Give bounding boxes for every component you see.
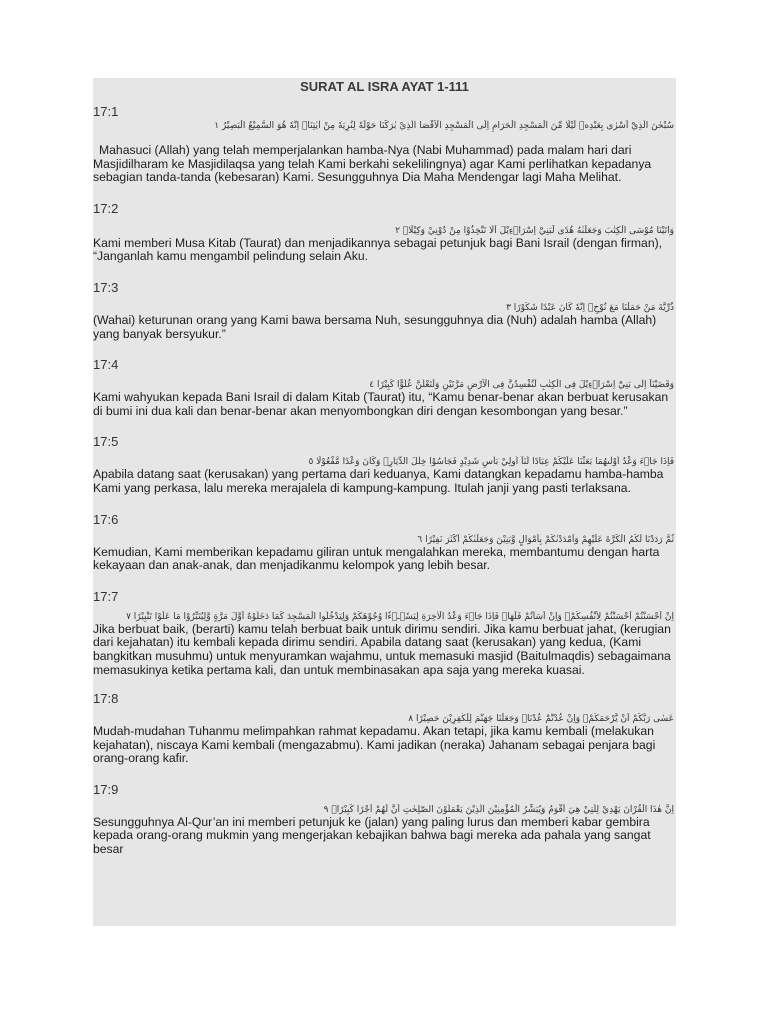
verse-translation: Sesungguhnya Al-Qur’an ini memberi petunjuk ke (jalan) yang paling lurus dan memberi kabar gembira kepada orang-orang mukmin yang mengerjakan kebajikan bahwa bagi mereka ada pahala yang sangat besar bbox=[93, 814, 651, 857]
verse-ref: 17:5 bbox=[93, 434, 119, 450]
verse-arabic: اِنْ اَحْسَنْتُمْ اَحْسَنْتُمْ لِاَنْفُسِكُمْۗ وَاِنْ اَسَأْتُمْ فَلَهَاۗ فَاِذَا جَاۤءَ وَعْدُ الْاٰخِرَةِ لِيَسٗۤـࣖءٗا وُجُوْهَكُمْ وَلِيَدْخُلُوا الْمَسْجِدَ كَمَا دَخَلُوْهُ اَوَّلَ مَرَّةٍ وَّلِيُتَبِّرُوْا مَا عَلَوْا تَتْبِيْرًا ٧ bbox=[126, 611, 674, 622]
verse-translation: Mudah-mudahan Tuhanmu melimpahkan rahmat kepadamu. Akan tetapi, jika kamu kembali (melakukan kejahatan), niscaya Kami kembali (mengazabmu). Kami jadikan (neraka) Jahanam sebagai penjara bagi orang-orang kafir. bbox=[93, 724, 656, 766]
verse-arabic: ثُمَّ رَدَدْنَا لَكُمُ الْكَرَّةَ عَلَيْهِمْ وَاَمْدَدْنٰكُمْ بِاَمْوَالٍ وَّبَنِيْنَ وَجَعَلْنٰكُمْ اَكْثَرَ نَفِيْرًا ٦ bbox=[417, 534, 674, 545]
verse-arabic: وَقَضَيْنَآ اِلٰى بَنِيْٓ اِسْرَاۤءِيْلَ فِى الْكِتٰبِ لَتُفْسِدُنَّ فِى الْاَرْضِ مَرَّتَيْنِ وَلَتَعْلُنَّ عُلُوًّا كَبِيْرًا ٤ bbox=[369, 380, 674, 391]
verse-17-7 bbox=[93, 589, 676, 677]
verse-translation: Kami memberi Musa Kitab (Taurat) dan menjadikannya sebagai petunjuk bagi Bani Israil (dengan firman), “Janganlah kamu mengambil pelindung selain Aku. bbox=[93, 235, 663, 264]
verse-translation: Jika berbuat baik, (berarti) kamu telah berbuat baik untuk dirimu sendiri. Jika kamu berbuat jahat, (kerugian dari kejahatan) itu kembali kepada dirimu sendiri. Apabila datang saat (kerusakan) yang kedua, (Kami bangkitkan musuhmu) untuk menyuramkan wajahmu, untuk memasuki masjid (Baitulmaqdis) sebagaimana memasukinya ketika pertama kali, dan untuk membinasakan apa saja yang mereka kuasai. bbox=[93, 621, 671, 677]
verse-ref: 17:6 bbox=[93, 511, 119, 527]
verse-translation: Kami wahyukan kepada Bani Israil di dalam Kitab (Taurat) itu, “Kamu benar-benar akan berbuat kerusakan di bumi ini dua kali dan benar-benar akan menyombongkan diri dengan kesombongan yang besar.” bbox=[93, 390, 669, 418]
verse-translation: Mahasuci (Allah) yang telah memperjalankan hamba-Nya (Nabi Muhammad) pada malam hari dari Masjidilharam ke Masjidilaqsa yang telah Kami berkahi sekelilingnya) agar Kami perlihatkan kepadanya sebagian tanda-tanda (kebesaran) Kami. Sesungguhnya Dia Maha Mendengar lagi Maha Melihat. bbox=[93, 143, 652, 185]
verse-arabic: وَاٰتَيْنَا مُوْسَى الْكِتٰبَ وَجَعَلْنٰهُ هُدًى لِّبَنِيْٓ اِسْرَاۤءِيْلَ اَلَّا تَتَّخِذُوْا مِنْ دُوْنِيْ وَكِيْلًاۗ ٢ bbox=[395, 225, 674, 236]
verse-ref: 17:4 bbox=[93, 357, 119, 373]
verse-arabic: اِنَّ هٰذَا الْقُرْاٰنَ يَهْدِيْ لِلَّتِيْ هِيَ اَقْوَمُ وَيُبَشِّرُ الْمُؤْمِنِيْنَ الَّذِيْنَ يَعْمَلُوْنَ الصّٰلِحٰتِ اَنَّ لَهُمْ اَجْرًا كَبِيْرًاۙ ٩ bbox=[323, 804, 674, 815]
verse-ref: 17:3 bbox=[93, 279, 119, 295]
verse-ref: 17:7 bbox=[93, 588, 119, 604]
verse-arabic: فَاِذَا جَاۤءَ وَعْدُ اُوْلٰىهُمَا بَعَثْنَا عَلَيْكُمْ عِبَادًا لَّنَآ اُولِيْ بَأْسٍ شَدِيْدٍ فَجَاسُوْا خِلٰلَ الدِّيَارِۗ وَكَانَ وَعْدًا مَّفْعُوْلًا ٥ bbox=[308, 457, 674, 468]
verse-17-5 bbox=[93, 434, 676, 495]
verse-17-6 bbox=[93, 512, 676, 573]
verse-17-2 bbox=[93, 201, 676, 264]
document-page bbox=[93, 78, 676, 926]
verse-arabic: سُبْحٰنَ الَّذِيْٓ اَسْرٰى بِعَبْدِهٖ لَيْلًا مِّنَ الْمَسْجِدِ الْحَرَامِ اِلَى الْمَسْجِدِ الْاَقْصَا الَّذِيْ بٰرَكْنَا حَوْلَهٗ لِنُرِيَهٗ مِنْ اٰيٰتِنَاۗ اِنَّهٗ هُوَ السَّمِيْعُ الْبَصِيْرُ ١ bbox=[214, 121, 674, 131]
verse-translation: (Wahai) keturunan orang yang Kami bawa bersama Nuh, sesungguhnya dia (Nuh) adalah hamba (Allah) yang banyak bersyukur.” bbox=[93, 312, 657, 341]
verse-17-4 bbox=[93, 357, 676, 418]
verse-17-1 bbox=[93, 104, 676, 185]
verse-translation: Apabila datang saat (kerusakan) yang pertama dari keduanya, Kami datangkan kepadamu hamba-hamba Kami yang perkasa, lalu mereka merajalela di kampung-kampung. Itulah janji yang pasti terlaksana. bbox=[93, 467, 664, 495]
verse-ref: 17:2 bbox=[93, 200, 119, 216]
verse-17-9 bbox=[93, 782, 676, 857]
verse-ref: 17:8 bbox=[93, 691, 119, 707]
verse-translation: Kemudian, Kami memberikan kepadamu giliran untuk mengalahkan mereka, membantumu dengan harta kekayaan dan anak-anak, dan menjadikanmu kelompok yang lebih besar. bbox=[93, 544, 660, 573]
verse-17-8 bbox=[93, 691, 676, 766]
document-title: SURAT AL ISRA AYAT 1-111 bbox=[300, 79, 469, 94]
verse-ref: 17:1 bbox=[93, 104, 119, 119]
verse-arabic: عَسٰى رَبُّكُمْ اَنْ يَّرْحَمَكُمْۚ وَاِنْ عُدْتُّمْ عُدْنَاۘ وَجَعَلْنَا جَهَنَّمَ لِلْكٰفِرِيْنَ حَصِيْرًا ٨ bbox=[408, 714, 674, 725]
verse-ref: 17:9 bbox=[93, 781, 119, 797]
verse-17-3 bbox=[93, 280, 676, 341]
verse-arabic: ذُرِّيَّةَ مَنْ حَمَلْنَا مَعَ نُوْحٍۗ اِنَّهٗ كَانَ عَبْدًا شَكُوْرًا ٣ bbox=[506, 302, 674, 313]
